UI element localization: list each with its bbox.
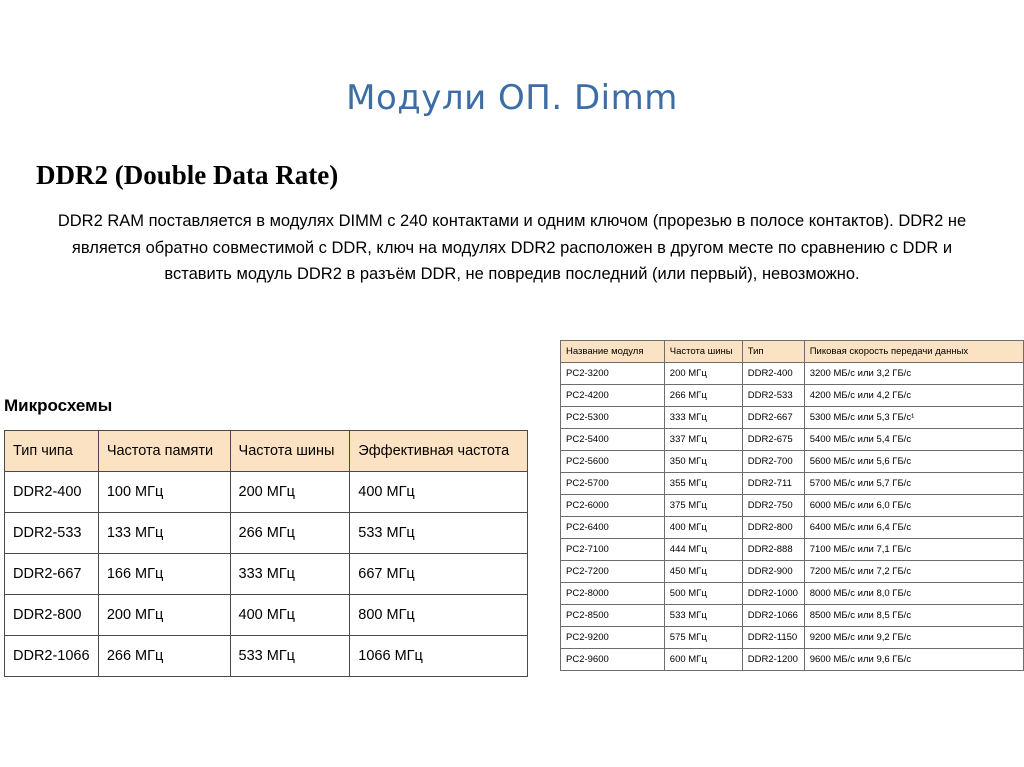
cell-module-name: PC2-5600 xyxy=(561,451,665,473)
cell-effective-freq: 800 МГц xyxy=(350,595,528,636)
cell-bus-freq: 375 МГц xyxy=(664,495,742,517)
page-title: Модули ОП. Dimm xyxy=(346,78,678,118)
cell-type: DDR2-675 xyxy=(742,429,804,451)
table-header-row xyxy=(5,431,528,472)
cell-bus-freq: 450 МГц xyxy=(664,561,742,583)
column-header-effective-freq: Эффективная частота xyxy=(350,431,528,472)
table-row xyxy=(5,472,528,513)
cell-chip-type: DDR2-400 xyxy=(5,472,99,513)
table-row xyxy=(561,407,1024,429)
cell-chip-type: DDR2-800 xyxy=(5,595,99,636)
cell-bus-freq: 333 МГц xyxy=(230,554,350,595)
cell-peak-rate: 6400 МБ/с или 6,4 ГБ/с xyxy=(804,517,1023,539)
cell-type: DDR2-900 xyxy=(742,561,804,583)
cell-bus-freq: 266 МГц xyxy=(664,385,742,407)
cell-peak-rate: 5700 МБ/с или 5,7 ГБ/с xyxy=(804,473,1023,495)
cell-peak-rate: 4200 МБ/с или 4,2 ГБ/с xyxy=(804,385,1023,407)
cell-memory-freq: 100 МГц xyxy=(98,472,230,513)
cell-module-name: PC2-3200 xyxy=(561,363,665,385)
table-row xyxy=(561,429,1024,451)
column-header-memory-freq: Частота памяти xyxy=(98,431,230,472)
table-row xyxy=(561,605,1024,627)
cell-bus-freq: 400 МГц xyxy=(664,517,742,539)
column-header-bus-freq: Частота шины xyxy=(230,431,350,472)
cell-peak-rate: 8000 МБ/с или 8,0 ГБ/с xyxy=(804,583,1023,605)
cell-type: DDR2-711 xyxy=(742,473,804,495)
cell-module-name: PC2-7200 xyxy=(561,561,665,583)
cell-type: DDR2-888 xyxy=(742,539,804,561)
cell-module-name: PC2-6000 xyxy=(561,495,665,517)
cell-bus-freq: 533 МГц xyxy=(230,636,350,677)
cell-effective-freq: 667 МГц xyxy=(350,554,528,595)
modules-table xyxy=(560,340,1024,671)
table-row xyxy=(561,627,1024,649)
table-row xyxy=(561,473,1024,495)
table-row xyxy=(561,517,1024,539)
cell-type: DDR2-1150 xyxy=(742,627,804,649)
table-row xyxy=(561,495,1024,517)
table-row xyxy=(561,539,1024,561)
cell-type: DDR2-1200 xyxy=(742,649,804,671)
cell-peak-rate: 5600 МБ/с или 5,6 ГБ/с xyxy=(804,451,1023,473)
cell-bus-freq: 600 МГц xyxy=(664,649,742,671)
cell-module-name: PC2-8500 xyxy=(561,605,665,627)
cell-peak-rate: 3200 МБ/с или 3,2 ГБ/с xyxy=(804,363,1023,385)
cell-chip-type: DDR2-533 xyxy=(5,513,99,554)
cell-memory-freq: 200 МГц xyxy=(98,595,230,636)
cell-module-name: PC2-5400 xyxy=(561,429,665,451)
cell-bus-freq: 350 МГц xyxy=(664,451,742,473)
table-row xyxy=(561,451,1024,473)
cell-bus-freq: 400 МГц xyxy=(230,595,350,636)
cell-effective-freq: 533 МГц xyxy=(350,513,528,554)
cell-type: DDR2-400 xyxy=(742,363,804,385)
cell-module-name: PC2-5700 xyxy=(561,473,665,495)
cell-bus-freq: 337 МГц xyxy=(664,429,742,451)
chips-table xyxy=(4,430,528,677)
cell-bus-freq: 444 МГц xyxy=(664,539,742,561)
cell-memory-freq: 266 МГц xyxy=(98,636,230,677)
cell-type: DDR2-700 xyxy=(742,451,804,473)
column-header-type: Тип xyxy=(742,341,804,363)
body-paragraph: DDR2 RAM поставляется в модулях DIMM с 240 контактами и одним ключом (прорезью в полосе контактов). DDR2 не является обратно совместимой с DDR, ключ на модулях DDR2 расположен в другом месте по сравнению с DDR и вставить модуль DDR2 в разъём DDR, не повредив последний (или первый), невозможно. xyxy=(57,212,967,284)
column-header-bus-freq: Частота шины xyxy=(664,341,742,363)
cell-module-name: PC2-5300 xyxy=(561,407,665,429)
cell-module-name: PC2-6400 xyxy=(561,517,665,539)
table-row xyxy=(5,636,528,677)
cell-peak-rate: 6000 МБ/с или 6,0 ГБ/с xyxy=(804,495,1023,517)
column-header-module-name: Название модуля xyxy=(561,341,665,363)
table-row xyxy=(561,363,1024,385)
cell-peak-rate: 5400 МБ/с или 5,4 ГБ/с xyxy=(804,429,1023,451)
cell-chip-type: DDR2-667 xyxy=(5,554,99,595)
cell-chip-type: DDR2-1066 xyxy=(5,636,99,677)
cell-peak-rate: 9200 МБ/с или 9,2 ГБ/с xyxy=(804,627,1023,649)
table-row xyxy=(5,513,528,554)
cell-type: DDR2-800 xyxy=(742,517,804,539)
cell-effective-freq: 1066 МГц xyxy=(350,636,528,677)
cell-bus-freq: 500 МГц xyxy=(664,583,742,605)
cell-bus-freq: 266 МГц xyxy=(230,513,350,554)
cell-bus-freq: 200 МГц xyxy=(664,363,742,385)
cell-bus-freq: 333 МГц xyxy=(664,407,742,429)
cell-type: DDR2-1000 xyxy=(742,583,804,605)
table-header-row xyxy=(561,341,1024,363)
cell-type: DDR2-750 xyxy=(742,495,804,517)
cell-bus-freq: 575 МГц xyxy=(664,627,742,649)
cell-peak-rate: 8500 МБ/с или 8,5 ГБ/с xyxy=(804,605,1023,627)
chips-label: Микросхемы xyxy=(4,396,113,415)
cell-bus-freq: 533 МГц xyxy=(664,605,742,627)
cell-memory-freq: 133 МГц xyxy=(98,513,230,554)
cell-peak-rate: 7200 МБ/с или 7,2 ГБ/с xyxy=(804,561,1023,583)
table-row xyxy=(5,554,528,595)
cell-type: DDR2-533 xyxy=(742,385,804,407)
cell-module-name: PC2-7100 xyxy=(561,539,665,561)
column-header-peak-rate: Пиковая скорость передачи данных xyxy=(804,341,1023,363)
cell-module-name: PC2-8000 xyxy=(561,583,665,605)
section-heading: DDR2 (Double Data Rate) xyxy=(36,160,339,190)
cell-module-name: PC2-9600 xyxy=(561,649,665,671)
cell-bus-freq: 355 МГц xyxy=(664,473,742,495)
cell-memory-freq: 166 МГц xyxy=(98,554,230,595)
table-row xyxy=(561,583,1024,605)
cell-type: DDR2-667 xyxy=(742,407,804,429)
table-row xyxy=(5,595,528,636)
cell-bus-freq: 200 МГц xyxy=(230,472,350,513)
cell-module-name: PC2-4200 xyxy=(561,385,665,407)
cell-peak-rate: 7100 МБ/с или 7,1 ГБ/с xyxy=(804,539,1023,561)
column-header-chip-type: Тип чипа xyxy=(5,431,99,472)
table-row xyxy=(561,561,1024,583)
cell-type: DDR2-1066 xyxy=(742,605,804,627)
cell-effective-freq: 400 МГц xyxy=(350,472,528,513)
table-row xyxy=(561,649,1024,671)
table-row xyxy=(561,385,1024,407)
modules-table-body xyxy=(561,363,1024,671)
cell-peak-rate: 9600 МБ/с или 9,6 ГБ/с xyxy=(804,649,1023,671)
cell-module-name: PC2-9200 xyxy=(561,627,665,649)
cell-peak-rate: 5300 МБ/с или 5,3 ГБ/с¹ xyxy=(804,407,1023,429)
